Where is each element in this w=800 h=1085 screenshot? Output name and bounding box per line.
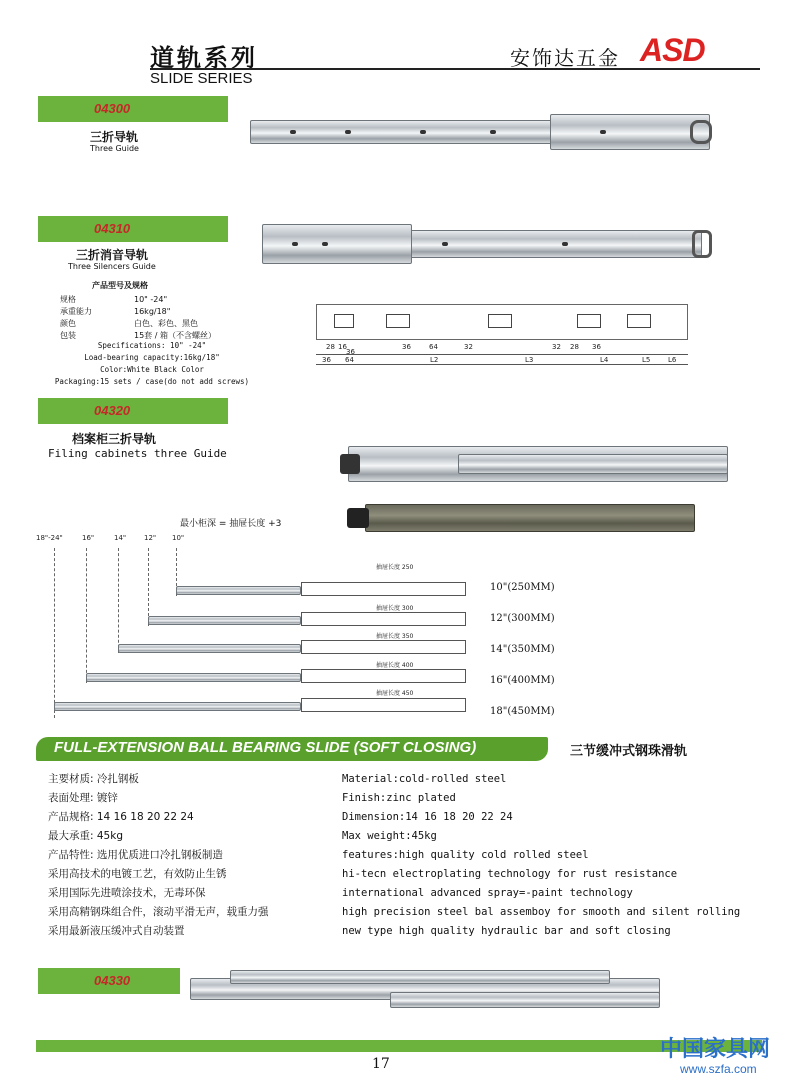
watermark-url: www.szfa.com xyxy=(680,1062,757,1076)
feature-cn: 采用国际先进喷涂技术，无毒环保 xyxy=(48,887,206,899)
size-row: 18"(450MM) xyxy=(490,706,555,717)
feature-en: high precision steel bal assemboy for smooth and silent rolling xyxy=(342,906,741,918)
feature-en: hi-tecn electroplating technology for rust resistance xyxy=(342,868,678,880)
specs-cn-table xyxy=(60,294,260,342)
spec-row: 包装 15套 / 箱（不含螺丝） xyxy=(60,331,216,340)
header-rule xyxy=(150,68,760,70)
section-banner-title: FULL-EXTENSION BALL BEARING SLIDE (SOFT CLOSING) xyxy=(54,739,477,756)
slide-image-04320-open xyxy=(338,440,738,490)
product-tag-04330: 04330 xyxy=(38,968,180,994)
product-tag-04320: 04320 xyxy=(38,398,228,424)
feature-cn: 产品规格: 14 16 18 20 22 24 xyxy=(48,811,194,823)
page-number: 17 xyxy=(372,1056,390,1072)
spec-row: 颜色 白色、彩色、黑色 xyxy=(60,319,198,328)
feature-en: Max weight:45kg xyxy=(342,830,437,842)
product-name-cn-04320: 档案柜三折导轨 xyxy=(72,432,157,446)
product-name-en-04300: Three Guide xyxy=(90,144,139,153)
footer-bar xyxy=(36,1040,762,1052)
brand-name: 安饰达五金 xyxy=(510,46,620,70)
slide-image-04310 xyxy=(262,222,722,270)
size-row: 14"(350MM) xyxy=(490,644,555,655)
feature-en: Material:cold-rolled steel xyxy=(342,773,507,785)
product-name-cn-04310: 三折消音导轨 xyxy=(76,248,149,262)
feature-en: new type high quality hydraulic bar and soft closing xyxy=(342,925,671,937)
feature-cn: 产品特性: 选用优质进口冷扎钢板制造 xyxy=(48,849,223,861)
feature-en: features:high quality cold rolled steel xyxy=(342,849,589,861)
spec-row: 规格 10" -24" xyxy=(60,295,168,304)
page-title-cn: 道轨系列 xyxy=(150,43,258,72)
spec-specifications: Specifications: 10" -24" xyxy=(97,341,207,350)
min-depth-note: 最小柜深 = 抽屉长度 +3 xyxy=(180,519,282,529)
product-name-en-04320: Filing cabinets three Guide xyxy=(48,447,227,460)
product-name-cn-04300: 三折导轨 xyxy=(90,130,139,144)
spec-color: Color:White Black Color xyxy=(100,365,204,374)
product-tag-04300: 04300 xyxy=(38,96,228,122)
feature-cn: 最大承重: 45kg xyxy=(48,830,123,842)
spec-load: Load-bearing capacity:16kg/18" xyxy=(84,353,220,362)
length-diagram: 18"-24" 16" 14" 12" 10" 抽屉长度 250 抽屉长度 300 抽屉长度 350 抽屉长度 400 抽屉长度 450 xyxy=(36,530,576,720)
specs-en xyxy=(42,340,262,388)
section-banner-subtitle: 三节缓冲式钢珠滑轨 xyxy=(570,744,688,759)
dimension-drawing: 28 16 36 36 64 36 64 32 32 28 36 L2 L3 L4 L5 L6 xyxy=(312,298,692,380)
specs-cn-heading: 产品型号及规格 xyxy=(92,281,148,290)
feature-en: Dimension:14 16 18 20 22 24 xyxy=(342,811,513,823)
slide-image-04330 xyxy=(190,966,670,1012)
product-tag-04310: 04310 xyxy=(38,216,228,242)
feature-cn: 主要材质: 冷扎钢板 xyxy=(48,773,139,785)
features-cn xyxy=(48,770,338,941)
features-en xyxy=(342,770,762,941)
size-row: 12"(300MM) xyxy=(490,613,555,624)
product-name-en-04310: Three Silencers Guide xyxy=(68,262,156,271)
feature-cn: 采用最新液压缓冲式自动装置 xyxy=(48,925,185,937)
spec-row: 承重能力 16kg/18" xyxy=(60,307,171,316)
feature-cn: 采用高技术的电镀工艺，有效防止生锈 xyxy=(48,868,227,880)
size-row: 16"(400MM) xyxy=(490,675,555,686)
feature-en: Finish:zinc plated xyxy=(342,792,456,804)
size-list xyxy=(490,572,555,727)
feature-cn: 采用高精钢珠组合件，滚动平滑无声，载重力强 xyxy=(48,906,269,918)
page-title-en: SLIDE SERIES xyxy=(150,70,253,87)
feature-cn: 表面处理: 镀锌 xyxy=(48,792,118,804)
size-row: 10"(250MM) xyxy=(490,582,555,593)
brand-logo: ASD xyxy=(640,32,705,68)
slide-image-04300 xyxy=(250,112,715,152)
spec-packaging: Packaging:15 sets / case(do not add screws) xyxy=(54,377,250,386)
feature-en: international advanced spray=-paint technology xyxy=(342,887,633,899)
watermark-cn: 中国家具网 xyxy=(660,1037,771,1062)
